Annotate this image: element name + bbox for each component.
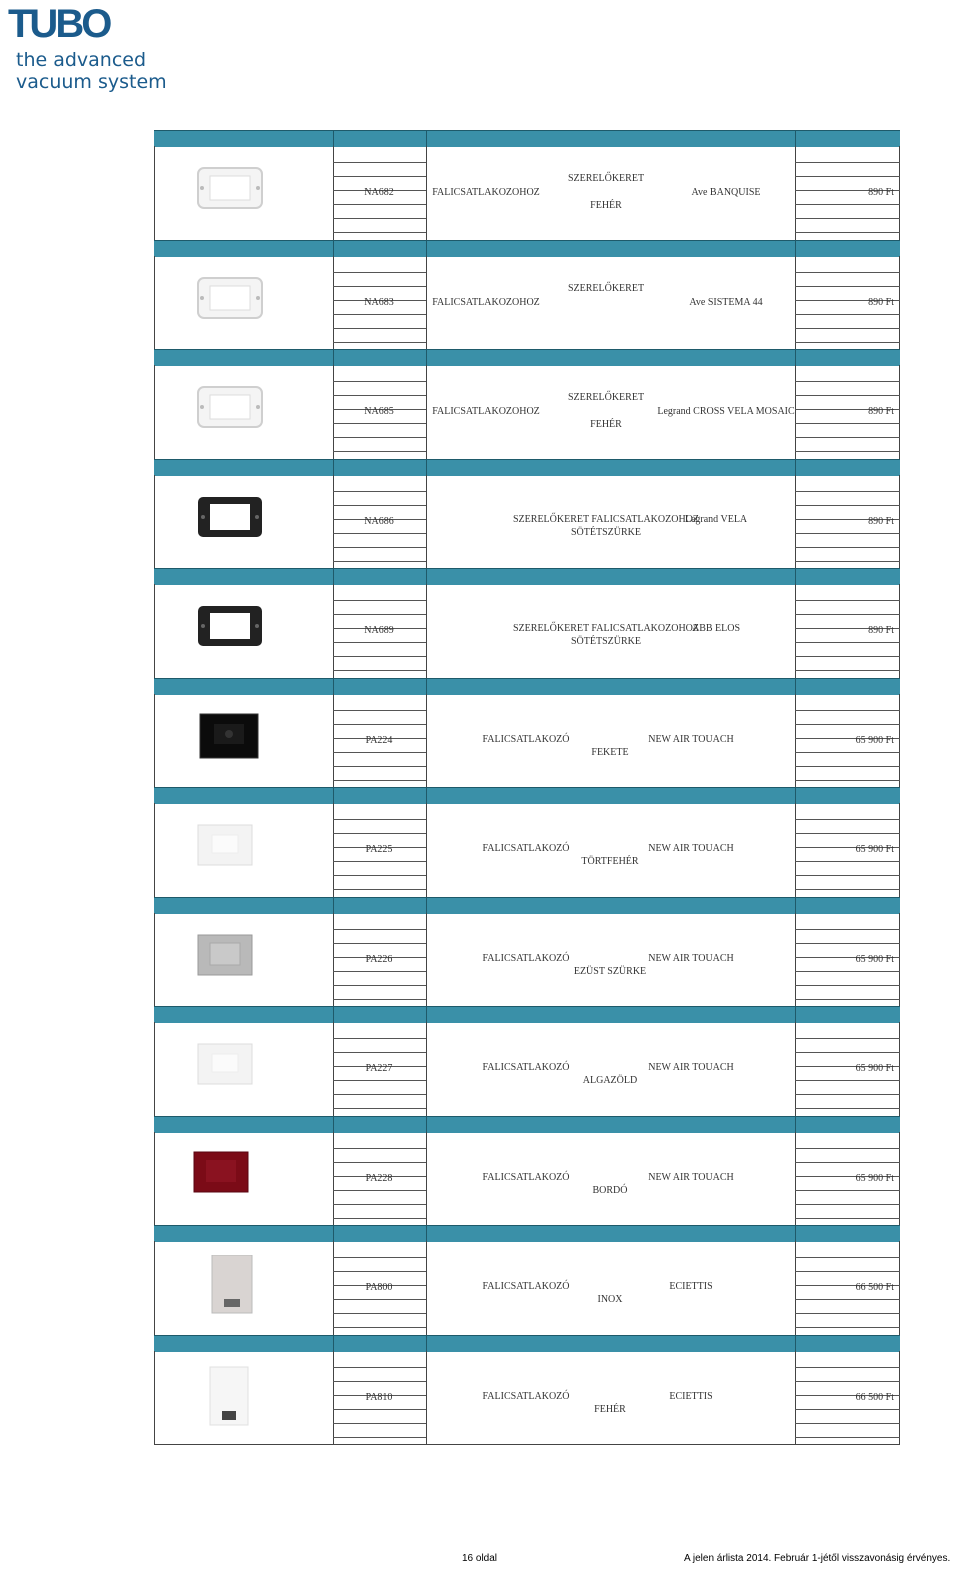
product-description bbox=[426, 598, 792, 658]
frame-white-icon bbox=[184, 270, 304, 334]
product-code: NA686 bbox=[364, 515, 394, 527]
description-brand: NEW AIR TOUACH bbox=[648, 1171, 734, 1183]
product-code: NA683 bbox=[364, 296, 394, 308]
inlet-burgundy-icon bbox=[184, 1146, 304, 1210]
description-name: FALICSATLAKOZÓ bbox=[482, 843, 570, 854]
product-row bbox=[154, 130, 900, 240]
description-variant: SÖTÉTSZÜRKE bbox=[571, 636, 641, 647]
product-price: 65 900 Ft bbox=[855, 953, 894, 965]
product-price: 65 900 Ft bbox=[855, 1172, 894, 1184]
product-row bbox=[154, 568, 900, 678]
product-code: NA682 bbox=[364, 187, 394, 198]
row-header-band bbox=[154, 240, 900, 257]
description-name: FALICSATLAKOZÓ bbox=[482, 952, 570, 964]
description-brand: Ave BANQUISE bbox=[691, 187, 761, 198]
description-name: SZERELŐKERET bbox=[567, 173, 645, 184]
product-price: 65 900 Ft bbox=[855, 734, 894, 746]
description-name: FALICSATLAKOZÓ bbox=[482, 733, 570, 745]
product-price: 890 Ft bbox=[868, 296, 894, 308]
description-variant: FEHÉR bbox=[590, 200, 622, 211]
product-description bbox=[426, 489, 792, 549]
product-description bbox=[426, 927, 792, 987]
product-price: 890 Ft bbox=[868, 406, 894, 417]
row-header-band bbox=[154, 897, 900, 914]
product-row bbox=[154, 349, 900, 459]
description-name: FALICSATLAKOZÓ bbox=[482, 1281, 570, 1292]
description-name: FALICSATLAKOZÓ bbox=[482, 1171, 570, 1183]
frame-dark-icon bbox=[184, 598, 304, 662]
product-row bbox=[154, 1116, 900, 1226]
product-price: 65 900 Ft bbox=[855, 844, 894, 855]
product-price: 890 Ft bbox=[868, 515, 894, 527]
description-type: FALICSATLAKOZOHOZ bbox=[432, 406, 540, 417]
description-brand: ECIETTIS bbox=[669, 1281, 713, 1292]
inlet-steel-icon bbox=[184, 1255, 304, 1319]
product-description bbox=[426, 1255, 792, 1315]
description-variant: EZÜST SZÜRKE bbox=[573, 965, 647, 977]
product-row bbox=[154, 678, 900, 788]
description-type: FALICSATLAKOZOHOZ bbox=[432, 296, 540, 308]
description-brand: ABB ELOS bbox=[691, 623, 741, 634]
description-brand: NEW AIR TOUACH bbox=[648, 1062, 734, 1073]
product-row bbox=[154, 1006, 900, 1116]
description-type: FALICSATLAKOZOHOZ bbox=[432, 187, 540, 198]
product-description bbox=[426, 1036, 792, 1096]
description-variant: FEHÉR bbox=[594, 1403, 626, 1415]
description-name: SZERELŐKERET bbox=[567, 282, 645, 294]
price-table bbox=[154, 130, 900, 1444]
product-row bbox=[154, 459, 900, 569]
product-description bbox=[426, 1365, 792, 1425]
tubo-logo bbox=[8, 2, 167, 94]
row-header-band bbox=[154, 130, 900, 147]
description-brand: ECIETTIS bbox=[669, 1390, 713, 1402]
product-price: 890 Ft bbox=[868, 625, 894, 636]
description-variant: FEKETE bbox=[591, 746, 629, 758]
inlet-white-icon bbox=[184, 817, 304, 881]
row-header-band bbox=[154, 678, 900, 695]
row-header-band bbox=[154, 459, 900, 476]
logo-tagline-1: the advanced bbox=[16, 49, 147, 71]
product-price: 890 Ft bbox=[868, 187, 894, 198]
inlet-black-icon bbox=[184, 708, 304, 772]
logo-tagline-2: vacuum system bbox=[16, 71, 167, 93]
description-name: FALICSATLAKOZÓ bbox=[482, 1062, 570, 1073]
product-description bbox=[426, 1146, 792, 1206]
row-header-band bbox=[154, 1225, 900, 1242]
description-name: SZERELŐKERET FALICSATLAKOZOHOZ bbox=[512, 513, 700, 525]
description-brand: Legrand CROSS VELA MOSAIC bbox=[657, 406, 795, 417]
row-header-band bbox=[154, 1116, 900, 1133]
description-variant: SÖTÉTSZÜRKE bbox=[571, 526, 641, 538]
row-header-band bbox=[154, 787, 900, 804]
description-brand: NEW AIR TOUACH bbox=[648, 843, 734, 854]
product-row bbox=[154, 1225, 900, 1335]
product-price: 66 500 Ft bbox=[855, 1282, 894, 1293]
page-number: 16 oldal bbox=[462, 1553, 498, 1564]
product-description bbox=[426, 817, 792, 877]
product-description bbox=[426, 379, 795, 439]
row-header-band bbox=[154, 349, 900, 366]
description-brand: Legrand VELA bbox=[684, 513, 748, 525]
product-description bbox=[426, 708, 792, 768]
description-name: FALICSATLAKOZÓ bbox=[482, 1390, 570, 1402]
description-variant: BORDÓ bbox=[592, 1184, 628, 1196]
product-code: PA228 bbox=[365, 1172, 393, 1184]
product-code: PA810 bbox=[365, 1391, 393, 1403]
description-name: SZERELŐKERET bbox=[567, 392, 645, 403]
product-row bbox=[154, 787, 900, 897]
product-code: PA227 bbox=[365, 1063, 393, 1074]
inlet-white-tall-icon bbox=[184, 1365, 304, 1429]
product-row bbox=[154, 897, 900, 1007]
description-brand: Ave SISTEMA 44 bbox=[689, 296, 763, 308]
row-header-band bbox=[154, 568, 900, 585]
validity-notice: A jelen árlista 2014. Február 1-jétől visszavonásig érvényes. bbox=[684, 1553, 951, 1564]
inlet-white-icon bbox=[184, 1036, 304, 1100]
product-code: PA224 bbox=[365, 734, 393, 746]
frame-dark-icon bbox=[184, 489, 304, 553]
product-row bbox=[154, 240, 900, 350]
description-name: SZERELŐKERET FALICSATLAKOZOHOZ bbox=[512, 623, 700, 634]
product-code: PA226 bbox=[365, 953, 393, 965]
logo-wordmark: TUBO bbox=[8, 2, 110, 46]
description-variant: FEHÉR bbox=[590, 419, 622, 430]
description-variant: ALGAZÖLD bbox=[582, 1075, 638, 1086]
product-description bbox=[426, 270, 792, 330]
description-brand: NEW AIR TOUACH bbox=[648, 733, 734, 745]
product-code: NA685 bbox=[364, 406, 394, 417]
product-code: PA225 bbox=[365, 844, 393, 855]
product-price: 66 500 Ft bbox=[855, 1391, 894, 1403]
inlet-silver-icon bbox=[184, 927, 304, 991]
product-row bbox=[154, 1335, 900, 1445]
description-brand: NEW AIR TOUACH bbox=[648, 952, 734, 964]
product-code: NA689 bbox=[364, 625, 394, 636]
frame-white-icon bbox=[184, 160, 304, 224]
description-variant: TÖRTFEHÉR bbox=[581, 856, 639, 867]
product-price: 65 900 Ft bbox=[855, 1063, 894, 1074]
row-header-band bbox=[154, 1006, 900, 1023]
product-description bbox=[426, 160, 792, 220]
description-variant: INOX bbox=[597, 1294, 623, 1305]
frame-white-icon bbox=[184, 379, 304, 443]
row-header-band bbox=[154, 1335, 900, 1352]
product-code: PA800 bbox=[365, 1282, 393, 1293]
